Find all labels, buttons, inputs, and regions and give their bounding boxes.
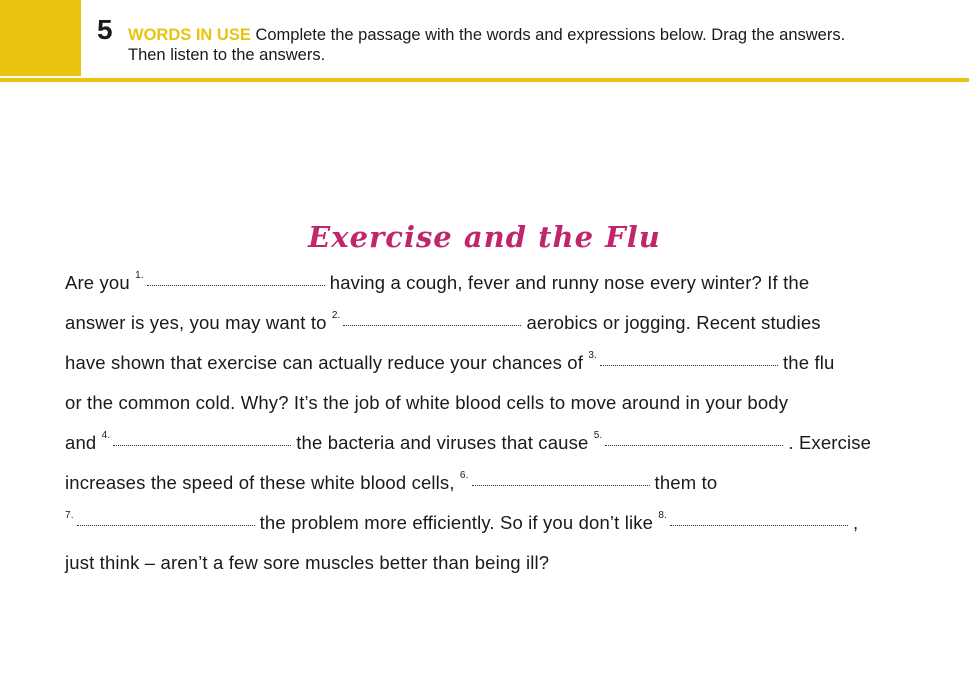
gap-number: 8. [658, 510, 668, 521]
passage-text: the bacteria and viruses that cause [296, 432, 594, 453]
passage-text: increases the speed of these white blood cells, [65, 472, 460, 493]
header-rule [0, 78, 969, 82]
passage-text: , [853, 512, 859, 533]
passage-text: just think – aren’t a few sore muscles better than being ill? [65, 552, 550, 573]
passage-title: Exercise and the Flu [308, 220, 661, 254]
gap-number: 3. [588, 350, 597, 361]
answer-drop-slot[interactable] [135, 272, 330, 294]
gap-number: 1. [135, 270, 144, 281]
answer-drop-slot[interactable] [102, 432, 297, 454]
passage-text: the flu [782, 352, 835, 373]
passage-line [65, 512, 858, 534]
passage-text: . Exercise [788, 432, 872, 453]
gap-dotted-line [147, 285, 325, 286]
passage-text: or the common cold. Why? It’s the job of white blood cells to move around in your body [65, 392, 789, 413]
gap-number: 4. [101, 430, 111, 441]
passage-text: and [65, 432, 102, 453]
exercise-tag: WORDS IN USE [128, 26, 251, 44]
instruction-line-2: Then listen to the answers. [128, 46, 326, 64]
instruction-line-1: Complete the passage with the words and expressions below. Drag the answers. [255, 26, 846, 44]
answer-drop-slot[interactable] [658, 512, 853, 534]
passage-line [65, 312, 821, 334]
gap-dotted-line [343, 325, 521, 326]
passage-line [65, 552, 549, 574]
gap-dotted-line [113, 445, 291, 446]
gap-number: 2. [331, 310, 341, 321]
answer-drop-slot[interactable] [594, 432, 789, 454]
passage-line [65, 432, 871, 454]
answer-drop-slot[interactable] [588, 352, 783, 374]
gap-dotted-line [600, 365, 778, 366]
exercise-number: 5 [97, 14, 113, 45]
passage-text: have shown that exercise can actually reduce your chances of [65, 352, 589, 373]
gap-dotted-line [670, 525, 848, 526]
passage-text: answer is yes, you may want to [65, 312, 332, 333]
passage-text: Are you [65, 272, 136, 293]
gap-dotted-line [77, 525, 255, 526]
answer-drop-slot[interactable] [332, 312, 527, 334]
gap-number: 5. [593, 430, 603, 441]
gap-number: 7. [65, 510, 74, 521]
passage-line [65, 272, 809, 294]
answer-drop-slot[interactable] [460, 472, 655, 494]
passage-line [65, 392, 788, 414]
exercise-instruction [128, 25, 948, 65]
header-accent-block [0, 0, 81, 76]
passage-line [65, 352, 834, 374]
passage-line [65, 472, 717, 494]
gap-dotted-line [605, 445, 783, 446]
passage-text: having a cough, fever and runny nose every winter? If the [329, 272, 810, 293]
gap-dotted-line [472, 485, 650, 486]
gap-number: 6. [459, 470, 469, 481]
passage-text: aerobics or jogging. Recent studies [526, 312, 821, 333]
answer-drop-slot[interactable] [65, 512, 260, 534]
passage-text: them to [654, 472, 718, 493]
passage-text: the problem more efficiently. So if you don’t like [259, 512, 659, 533]
